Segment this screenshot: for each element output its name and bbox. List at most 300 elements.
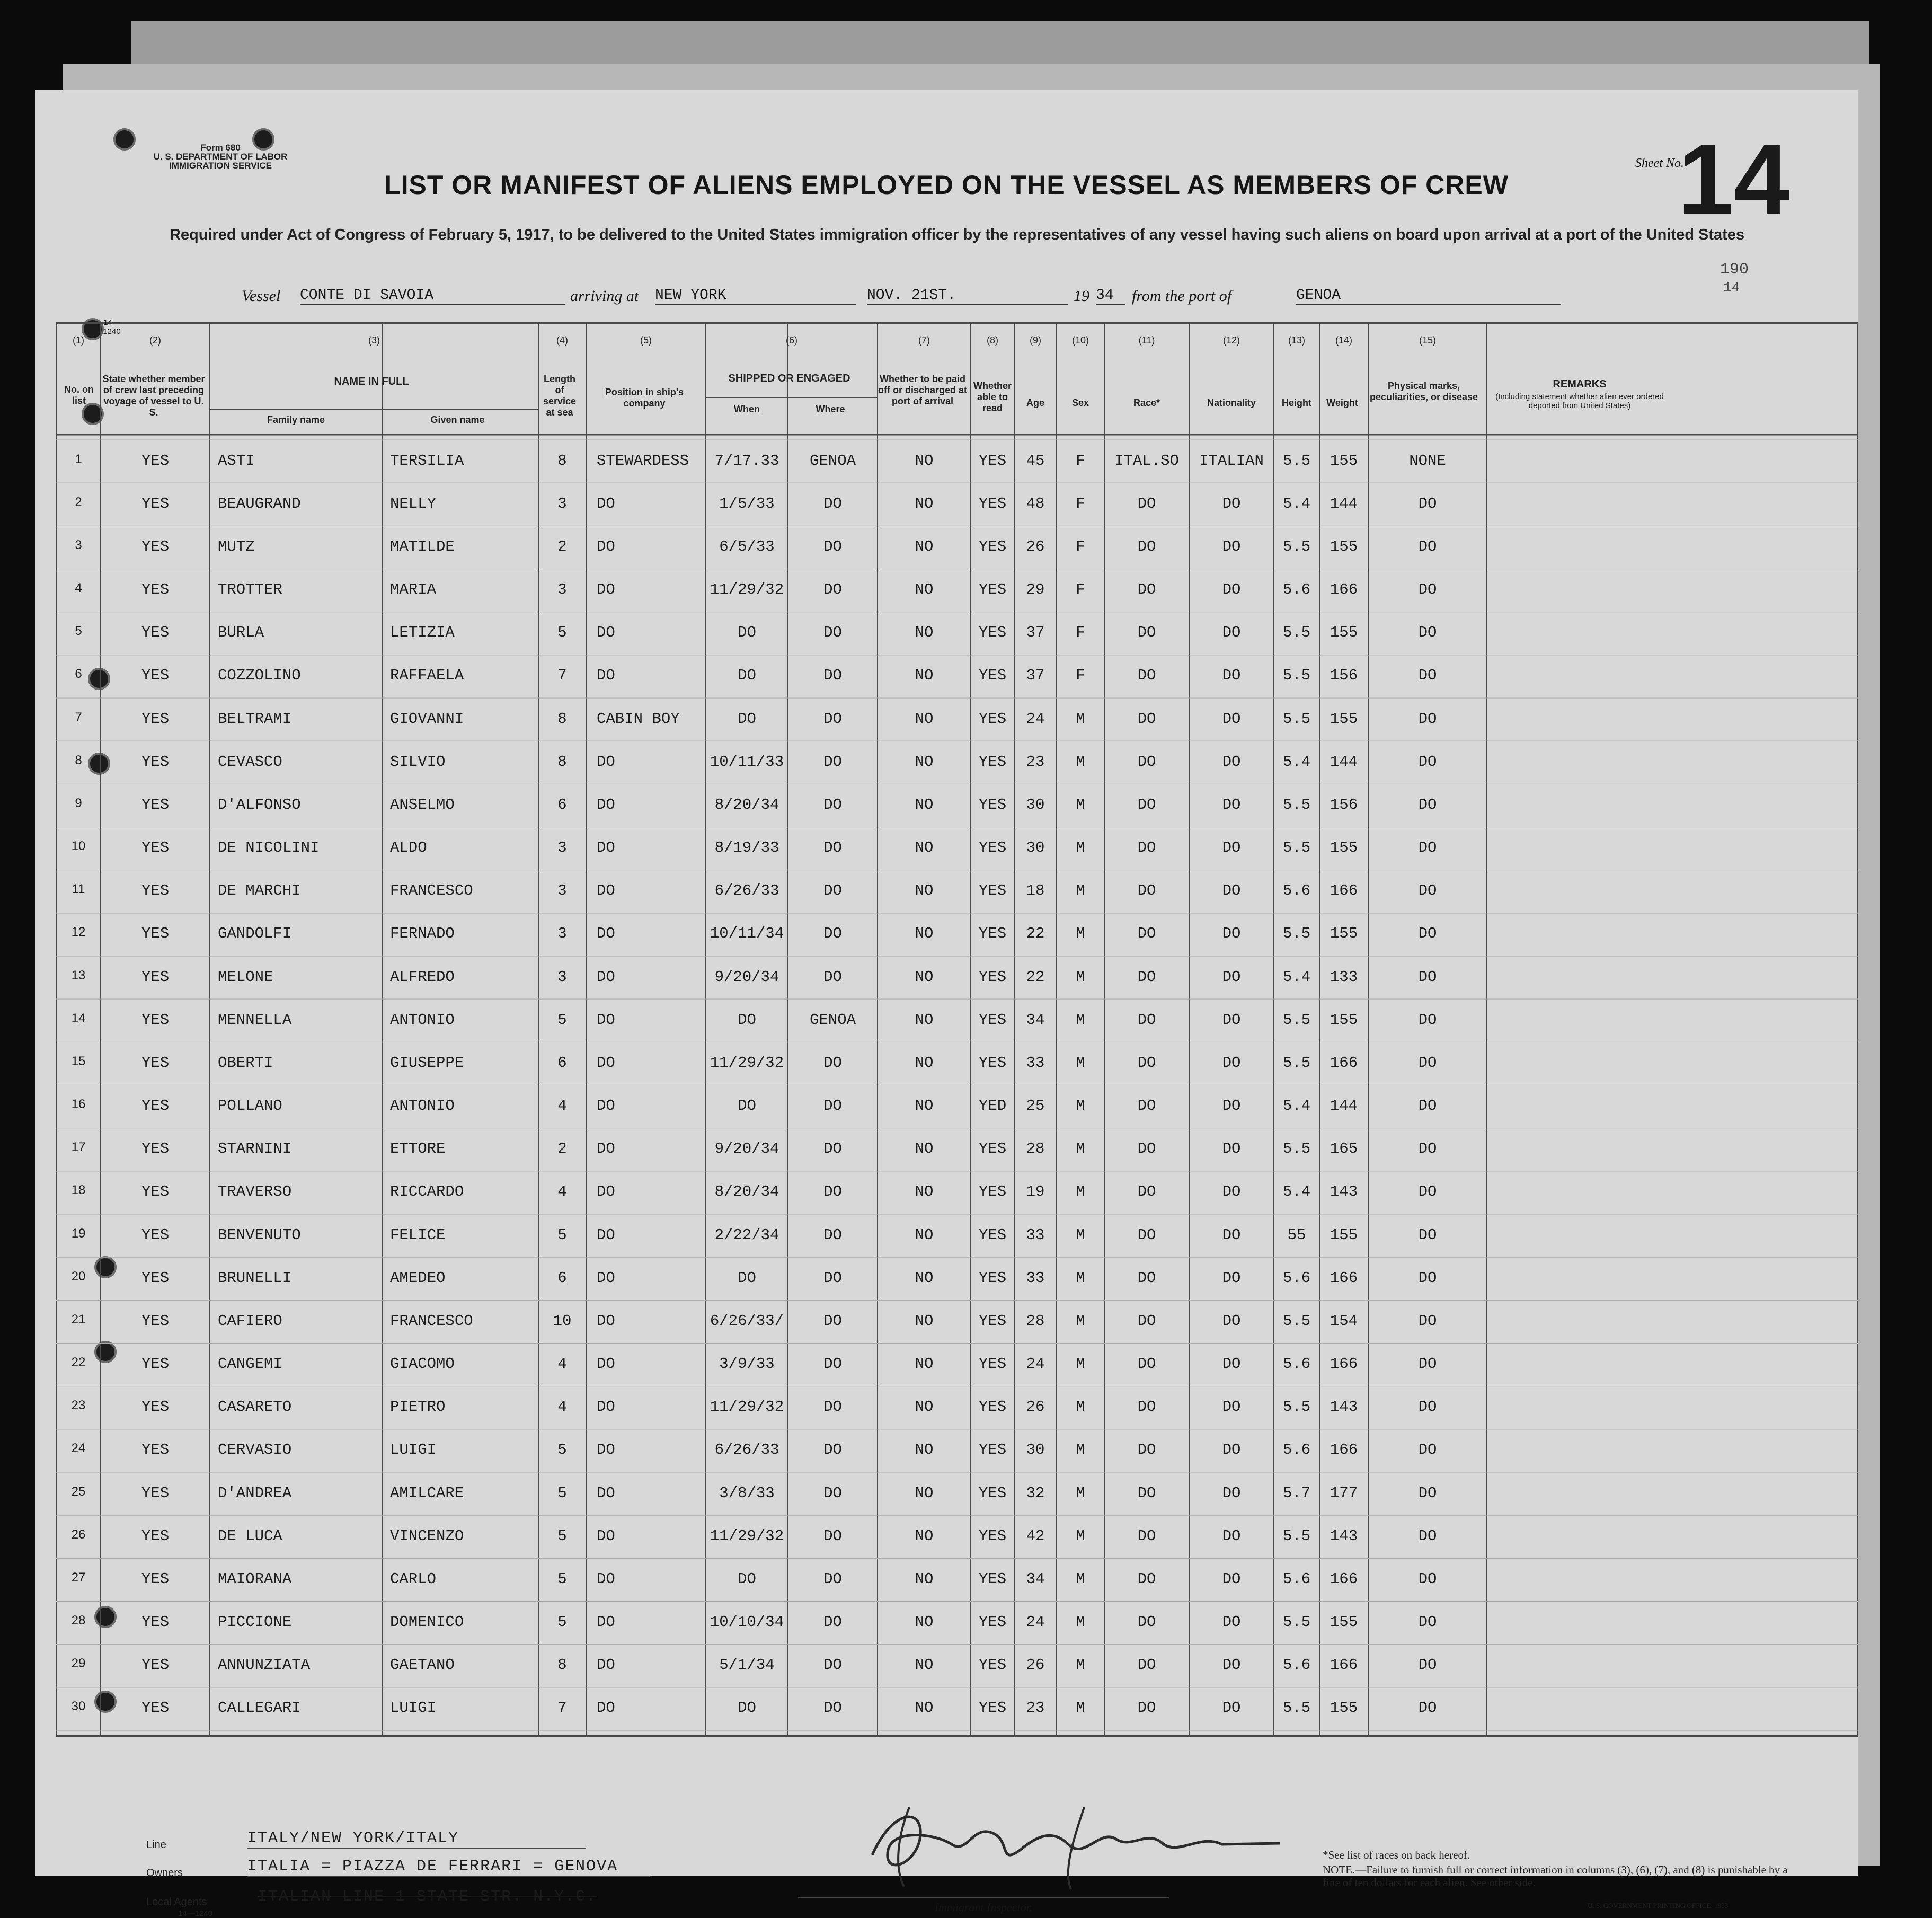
position: DO bbox=[597, 537, 615, 555]
physical-marks: DO bbox=[1418, 581, 1437, 599]
paid-off: NO bbox=[915, 1484, 934, 1502]
age: 29 bbox=[1026, 581, 1045, 599]
list-number: 11 bbox=[72, 882, 85, 897]
weight: 144 bbox=[1330, 494, 1358, 512]
column-number: (3) bbox=[368, 335, 380, 346]
height: 5.4 bbox=[1282, 968, 1311, 986]
local-agents-value: ITALIAN LINE 1 STATE STR. N.Y.C. bbox=[258, 1888, 597, 1906]
given-name: TERSILIA bbox=[390, 452, 464, 470]
sex: M bbox=[1076, 1312, 1085, 1330]
weight: 155 bbox=[1330, 1011, 1358, 1029]
physical-marks: DO bbox=[1418, 1656, 1437, 1674]
engaged-where: DO bbox=[823, 1398, 842, 1416]
position: DO bbox=[597, 1656, 615, 1674]
given-name: FELICE bbox=[390, 1226, 446, 1244]
weight: 166 bbox=[1330, 882, 1358, 900]
list-number: 16 bbox=[71, 1097, 86, 1112]
age: 26 bbox=[1026, 1398, 1045, 1416]
family-name: DE LUCA bbox=[218, 1527, 282, 1545]
service-length: 8 bbox=[557, 710, 567, 728]
age: 42 bbox=[1026, 1527, 1045, 1545]
service-length: 8 bbox=[557, 1656, 567, 1674]
nationality: DO bbox=[1222, 1312, 1241, 1330]
given-name: GIOVANNI bbox=[390, 710, 464, 728]
engaged-where: DO bbox=[823, 710, 842, 728]
nationality: DO bbox=[1222, 1183, 1241, 1201]
header-physical-marks: Physical marks, peculiarities, or disease bbox=[1369, 381, 1478, 402]
race: DO bbox=[1137, 1527, 1156, 1545]
engaged-when: 10/11/33 bbox=[710, 753, 784, 771]
sex: M bbox=[1076, 968, 1085, 986]
height: 5.5 bbox=[1282, 667, 1311, 685]
position: DO bbox=[597, 494, 615, 512]
age: 34 bbox=[1026, 1011, 1045, 1029]
physical-marks: DO bbox=[1418, 796, 1437, 814]
weight: 144 bbox=[1330, 753, 1358, 771]
height: 5.6 bbox=[1282, 1441, 1311, 1459]
age: 23 bbox=[1026, 753, 1045, 771]
weight: 155 bbox=[1330, 1226, 1358, 1244]
able-to-read: YES bbox=[978, 1140, 1007, 1158]
given-name: DOMENICO bbox=[390, 1613, 464, 1631]
weight: 155 bbox=[1330, 1613, 1358, 1631]
form-number: Form 680 bbox=[200, 143, 241, 153]
race: DO bbox=[1137, 796, 1156, 814]
able-to-read: YES bbox=[978, 1011, 1007, 1029]
physical-marks: DO bbox=[1418, 925, 1437, 943]
service-length: 5 bbox=[557, 624, 567, 642]
header-weight: Weight bbox=[1326, 397, 1358, 408]
prior-voyage: YES bbox=[141, 1484, 170, 1502]
service-length: 10 bbox=[553, 1312, 572, 1330]
nationality: DO bbox=[1222, 1269, 1241, 1287]
nationality: DO bbox=[1222, 1355, 1241, 1373]
position: DO bbox=[597, 1183, 615, 1201]
position: DO bbox=[597, 1097, 615, 1115]
height: 5.6 bbox=[1282, 1656, 1311, 1674]
given-name: FERNADO bbox=[390, 925, 455, 943]
engaged-where: DO bbox=[823, 839, 842, 857]
race: DO bbox=[1137, 1140, 1156, 1158]
engaged-when: 6/5/33 bbox=[719, 537, 775, 555]
family-name: BRUNELLI bbox=[218, 1269, 292, 1287]
race: DO bbox=[1137, 581, 1156, 599]
height: 5.4 bbox=[1282, 1097, 1311, 1115]
engaged-where: DO bbox=[823, 1570, 842, 1588]
given-name: MATILDE bbox=[390, 537, 455, 555]
able-to-read: YED bbox=[978, 1097, 1007, 1115]
sex: M bbox=[1076, 1656, 1085, 1674]
race: DO bbox=[1137, 1355, 1156, 1373]
list-number: 27 bbox=[71, 1570, 86, 1585]
list-number: 8 bbox=[75, 753, 82, 767]
race: DO bbox=[1137, 1441, 1156, 1459]
nationality: DO bbox=[1222, 839, 1241, 857]
physical-marks: NONE bbox=[1409, 452, 1446, 470]
able-to-read: YES bbox=[978, 494, 1007, 512]
position: DO bbox=[597, 1269, 615, 1287]
prior-voyage: YES bbox=[141, 1054, 170, 1072]
from-port-label: from the port of bbox=[1132, 287, 1232, 305]
weight: 166 bbox=[1330, 1570, 1358, 1588]
engaged-when: DO bbox=[738, 1097, 756, 1115]
sex: F bbox=[1076, 581, 1085, 599]
sex: F bbox=[1076, 494, 1085, 512]
nationality: DO bbox=[1222, 1613, 1241, 1631]
engaged-where: DO bbox=[823, 1656, 842, 1674]
physical-marks: DO bbox=[1418, 1011, 1437, 1029]
engaged-when: DO bbox=[738, 1699, 756, 1717]
given-name: LUIGI bbox=[390, 1699, 437, 1717]
prior-voyage: YES bbox=[141, 1656, 170, 1674]
age: 48 bbox=[1026, 494, 1045, 512]
paid-off: NO bbox=[915, 1613, 934, 1631]
form-code: 14—1240 bbox=[103, 318, 121, 336]
family-name: MUTZ bbox=[218, 537, 255, 555]
weight: 143 bbox=[1330, 1183, 1358, 1201]
engaged-where: DO bbox=[823, 796, 842, 814]
year-prefix: 19 bbox=[1074, 287, 1089, 305]
engaged-when: 10/11/34 bbox=[710, 925, 784, 943]
departure-port: GENOA bbox=[1296, 287, 1561, 305]
paid-off: NO bbox=[915, 1226, 934, 1244]
paid-off: NO bbox=[915, 710, 934, 728]
given-name: LUIGI bbox=[390, 1441, 437, 1459]
header-remarks-note: (Including statement whether alien ever ordered deported from United States) bbox=[1495, 392, 1664, 410]
sex: M bbox=[1076, 925, 1085, 943]
paid-off: NO bbox=[915, 753, 934, 771]
paid-off: NO bbox=[915, 1269, 934, 1287]
service-length: 5 bbox=[557, 1484, 567, 1502]
paid-off: NO bbox=[915, 1527, 934, 1545]
vessel-label: Vessel bbox=[242, 287, 281, 305]
physical-marks: DO bbox=[1418, 839, 1437, 857]
engaged-where: DO bbox=[823, 1699, 842, 1717]
height: 5.5 bbox=[1282, 796, 1311, 814]
sex: M bbox=[1076, 1527, 1085, 1545]
age: 24 bbox=[1026, 710, 1045, 728]
sex: M bbox=[1076, 882, 1085, 900]
engaged-when: 9/20/34 bbox=[714, 968, 779, 986]
height: 55 bbox=[1287, 1226, 1306, 1244]
given-name: AMILCARE bbox=[390, 1484, 464, 1502]
race: DO bbox=[1137, 1011, 1156, 1029]
height: 5.6 bbox=[1282, 581, 1311, 599]
weight: 155 bbox=[1330, 839, 1358, 857]
column-number: (8) bbox=[987, 335, 998, 346]
prior-voyage: YES bbox=[141, 581, 170, 599]
service-length: 3 bbox=[557, 581, 567, 599]
paid-off: NO bbox=[915, 796, 934, 814]
position: DO bbox=[597, 624, 615, 642]
family-name: BEAUGRAND bbox=[218, 494, 301, 512]
engaged-where: DO bbox=[823, 1097, 842, 1115]
weight: 166 bbox=[1330, 581, 1358, 599]
age: 45 bbox=[1026, 452, 1045, 470]
paid-off: NO bbox=[915, 537, 934, 555]
age: 33 bbox=[1026, 1269, 1045, 1287]
prior-voyage: YES bbox=[141, 537, 170, 555]
vessel-name: CONTE DI SAVOIA bbox=[300, 287, 565, 305]
service-length: 3 bbox=[557, 494, 567, 512]
able-to-read: YES bbox=[978, 1355, 1007, 1373]
department-name: U. S. DEPARTMENT OF LABOR bbox=[153, 152, 288, 162]
engaged-where: DO bbox=[823, 1183, 842, 1201]
able-to-read: YES bbox=[978, 753, 1007, 771]
height: 5.6 bbox=[1282, 882, 1311, 900]
prior-voyage: YES bbox=[141, 710, 170, 728]
weight: 165 bbox=[1330, 1140, 1358, 1158]
paid-off: NO bbox=[915, 1699, 934, 1717]
prior-voyage: YES bbox=[141, 494, 170, 512]
prior-voyage: YES bbox=[141, 624, 170, 642]
header-remarks: REMARKS bbox=[1553, 378, 1607, 390]
age: 26 bbox=[1026, 537, 1045, 555]
position: DO bbox=[597, 968, 615, 986]
position: DO bbox=[597, 1527, 615, 1545]
physical-marks: DO bbox=[1418, 1226, 1437, 1244]
height: 5.5 bbox=[1282, 839, 1311, 857]
position: DO bbox=[597, 1699, 615, 1717]
able-to-read: YES bbox=[978, 1570, 1007, 1588]
position: DO bbox=[597, 581, 615, 599]
able-to-read: YES bbox=[978, 1656, 1007, 1674]
header-family-name: Family name bbox=[267, 414, 325, 425]
position: DO bbox=[597, 1441, 615, 1459]
column-number: (2) bbox=[149, 335, 161, 346]
prior-voyage: YES bbox=[141, 1613, 170, 1631]
physical-marks: DO bbox=[1418, 624, 1437, 642]
able-to-read: YES bbox=[978, 968, 1007, 986]
engaged-where: DO bbox=[823, 494, 842, 512]
position: DO bbox=[597, 839, 615, 857]
engaged-when: 3/9/33 bbox=[719, 1355, 775, 1373]
race: DO bbox=[1137, 1183, 1156, 1201]
age: 22 bbox=[1026, 925, 1045, 943]
nationality: DO bbox=[1222, 1699, 1241, 1717]
given-name: GAETANO bbox=[390, 1656, 455, 1674]
nationality: DO bbox=[1222, 494, 1241, 512]
height: 5.5 bbox=[1282, 1140, 1311, 1158]
age: 24 bbox=[1026, 1613, 1045, 1631]
race: DO bbox=[1137, 1226, 1156, 1244]
physical-marks: DO bbox=[1418, 1613, 1437, 1631]
weight: 155 bbox=[1330, 452, 1358, 470]
able-to-read: YES bbox=[978, 1054, 1007, 1072]
weight: 166 bbox=[1330, 1441, 1358, 1459]
age: 18 bbox=[1026, 882, 1045, 900]
nationality: DO bbox=[1222, 624, 1241, 642]
weight: 155 bbox=[1330, 710, 1358, 728]
list-number: 26 bbox=[71, 1527, 86, 1542]
weight: 154 bbox=[1330, 1312, 1358, 1330]
engaged-where: DO bbox=[823, 1140, 842, 1158]
race: DO bbox=[1137, 1097, 1156, 1115]
arrival-port: NEW YORK bbox=[655, 287, 856, 305]
header-height: Height bbox=[1282, 397, 1311, 408]
physical-marks: DO bbox=[1418, 1054, 1437, 1072]
prior-voyage: YES bbox=[141, 667, 170, 685]
nationality: DO bbox=[1222, 882, 1241, 900]
age: 30 bbox=[1026, 796, 1045, 814]
family-name: POLLANO bbox=[218, 1097, 282, 1115]
engaged-when: DO bbox=[738, 1011, 756, 1029]
engaged-when: DO bbox=[738, 1269, 756, 1287]
nationality: DO bbox=[1222, 1441, 1241, 1459]
race: DO bbox=[1137, 1054, 1156, 1072]
list-number: 13 bbox=[71, 968, 86, 983]
weight: 156 bbox=[1330, 667, 1358, 685]
weight: 133 bbox=[1330, 968, 1358, 986]
engaged-where: DO bbox=[823, 1527, 842, 1545]
able-to-read: YES bbox=[978, 925, 1007, 943]
age: 33 bbox=[1026, 1226, 1045, 1244]
race: DO bbox=[1137, 667, 1156, 685]
engaged-where: DO bbox=[823, 537, 842, 555]
family-name: D'ALFONSO bbox=[218, 796, 301, 814]
given-name: PIETRO bbox=[390, 1398, 446, 1416]
engaged-when: 10/10/34 bbox=[710, 1613, 784, 1631]
physical-marks: DO bbox=[1418, 494, 1437, 512]
prior-voyage: YES bbox=[141, 796, 170, 814]
nationality: DO bbox=[1222, 1054, 1241, 1072]
list-number: 19 bbox=[71, 1226, 86, 1241]
physical-marks: DO bbox=[1418, 753, 1437, 771]
height: 5.4 bbox=[1282, 753, 1311, 771]
list-number: 25 bbox=[71, 1484, 86, 1499]
column-number: (7) bbox=[918, 335, 930, 346]
engaged-when: 11/29/32 bbox=[710, 1398, 784, 1416]
given-name: MARIA bbox=[390, 581, 437, 599]
list-number: 1 bbox=[75, 452, 82, 466]
paid-off: NO bbox=[915, 1054, 934, 1072]
paid-off: NO bbox=[915, 581, 934, 599]
position: DO bbox=[597, 1613, 615, 1631]
service-length: 5 bbox=[557, 1527, 567, 1545]
sex: M bbox=[1076, 796, 1085, 814]
list-number: 3 bbox=[75, 537, 82, 552]
family-name: CASARETO bbox=[218, 1398, 292, 1416]
physical-marks: DO bbox=[1418, 1183, 1437, 1201]
stamp-number: 190 bbox=[1720, 261, 1749, 279]
physical-marks: DO bbox=[1418, 1570, 1437, 1588]
height: 5.6 bbox=[1282, 1269, 1311, 1287]
engaged-when: 11/29/32 bbox=[710, 1054, 784, 1072]
prior-voyage: YES bbox=[141, 1699, 170, 1717]
engaged-when: 11/29/32 bbox=[710, 1527, 784, 1545]
age: 37 bbox=[1026, 667, 1045, 685]
height: 5.5 bbox=[1282, 1398, 1311, 1416]
family-name: COZZOLINO bbox=[218, 667, 301, 685]
engaged-where: DO bbox=[823, 753, 842, 771]
given-name: SILVIO bbox=[390, 753, 446, 771]
sex: M bbox=[1076, 1269, 1085, 1287]
able-to-read: YES bbox=[978, 624, 1007, 642]
race: ITAL.SO bbox=[1114, 452, 1179, 470]
able-to-read: YES bbox=[978, 839, 1007, 857]
header-length-service: Length of service at sea bbox=[543, 374, 577, 418]
engaged-where: GENOA bbox=[809, 1011, 856, 1029]
engaged-where: DO bbox=[823, 1441, 842, 1459]
service-length: 8 bbox=[557, 753, 567, 771]
engaged-when: 3/8/33 bbox=[719, 1484, 775, 1502]
weight: 166 bbox=[1330, 1656, 1358, 1674]
given-name: AMEDEO bbox=[390, 1269, 446, 1287]
position: DO bbox=[597, 1011, 615, 1029]
height: 5.5 bbox=[1282, 624, 1311, 642]
height: 5.5 bbox=[1282, 710, 1311, 728]
weight: 166 bbox=[1330, 1269, 1358, 1287]
physical-marks: DO bbox=[1418, 1269, 1437, 1287]
engaged-where: DO bbox=[823, 1355, 842, 1373]
service-length: 6 bbox=[557, 796, 567, 814]
able-to-read: YES bbox=[978, 581, 1007, 599]
given-name: NELLY bbox=[390, 494, 437, 512]
prior-voyage: YES bbox=[141, 1011, 170, 1029]
sex: M bbox=[1076, 753, 1085, 771]
race: DO bbox=[1137, 1398, 1156, 1416]
paid-off: NO bbox=[915, 839, 934, 857]
page-title: LIST OR MANIFEST OF ALIENS EMPLOYED ON THE VESSEL AS MEMBERS OF CREW bbox=[384, 170, 1509, 200]
engaged-when: 6/26/33 bbox=[714, 882, 779, 900]
weight: 156 bbox=[1330, 796, 1358, 814]
height: 5.5 bbox=[1282, 1613, 1311, 1631]
able-to-read: YES bbox=[978, 882, 1007, 900]
weight: 166 bbox=[1330, 1054, 1358, 1072]
sex: M bbox=[1076, 1226, 1085, 1244]
engaged-where: DO bbox=[823, 667, 842, 685]
paid-off: NO bbox=[915, 1355, 934, 1373]
service-length: 5 bbox=[557, 1441, 567, 1459]
engaged-when: 8/20/34 bbox=[714, 1183, 779, 1201]
service-length: 7 bbox=[557, 1699, 567, 1717]
family-name: BENVENUTO bbox=[218, 1226, 301, 1244]
family-name: BURLA bbox=[218, 624, 264, 642]
nationality: DO bbox=[1222, 1097, 1241, 1115]
weight: 166 bbox=[1330, 1355, 1358, 1373]
column-number: (9) bbox=[1030, 335, 1041, 346]
service-length: 5 bbox=[557, 1011, 567, 1029]
race: DO bbox=[1137, 1656, 1156, 1674]
prior-voyage: YES bbox=[141, 452, 170, 470]
column-number: (10) bbox=[1071, 335, 1089, 346]
nationality: DO bbox=[1222, 1527, 1241, 1545]
service-length: 6 bbox=[557, 1054, 567, 1072]
physical-marks: DO bbox=[1418, 1355, 1437, 1373]
paid-off: NO bbox=[915, 1656, 934, 1674]
given-name: ETTORE bbox=[390, 1140, 446, 1158]
height: 5.5 bbox=[1282, 1312, 1311, 1330]
prior-voyage: YES bbox=[141, 925, 170, 943]
engaged-where: DO bbox=[823, 1226, 842, 1244]
physical-marks: DO bbox=[1418, 1527, 1437, 1545]
weight: 177 bbox=[1330, 1484, 1358, 1502]
service-length: 3 bbox=[557, 925, 567, 943]
given-name: RICCARDO bbox=[390, 1183, 464, 1201]
family-name: DE MARCHI bbox=[218, 882, 301, 900]
race: DO bbox=[1137, 753, 1156, 771]
engaged-where: DO bbox=[823, 882, 842, 900]
physical-marks: DO bbox=[1418, 1441, 1437, 1459]
prior-voyage: YES bbox=[141, 1097, 170, 1115]
physical-marks: DO bbox=[1418, 537, 1437, 555]
sex: F bbox=[1076, 537, 1085, 555]
nationality: DO bbox=[1222, 1398, 1241, 1416]
age: 23 bbox=[1026, 1699, 1045, 1717]
position: DO bbox=[597, 1054, 615, 1072]
header-name-in-full: NAME IN FULL bbox=[334, 376, 409, 387]
physical-marks: DO bbox=[1418, 1484, 1437, 1502]
